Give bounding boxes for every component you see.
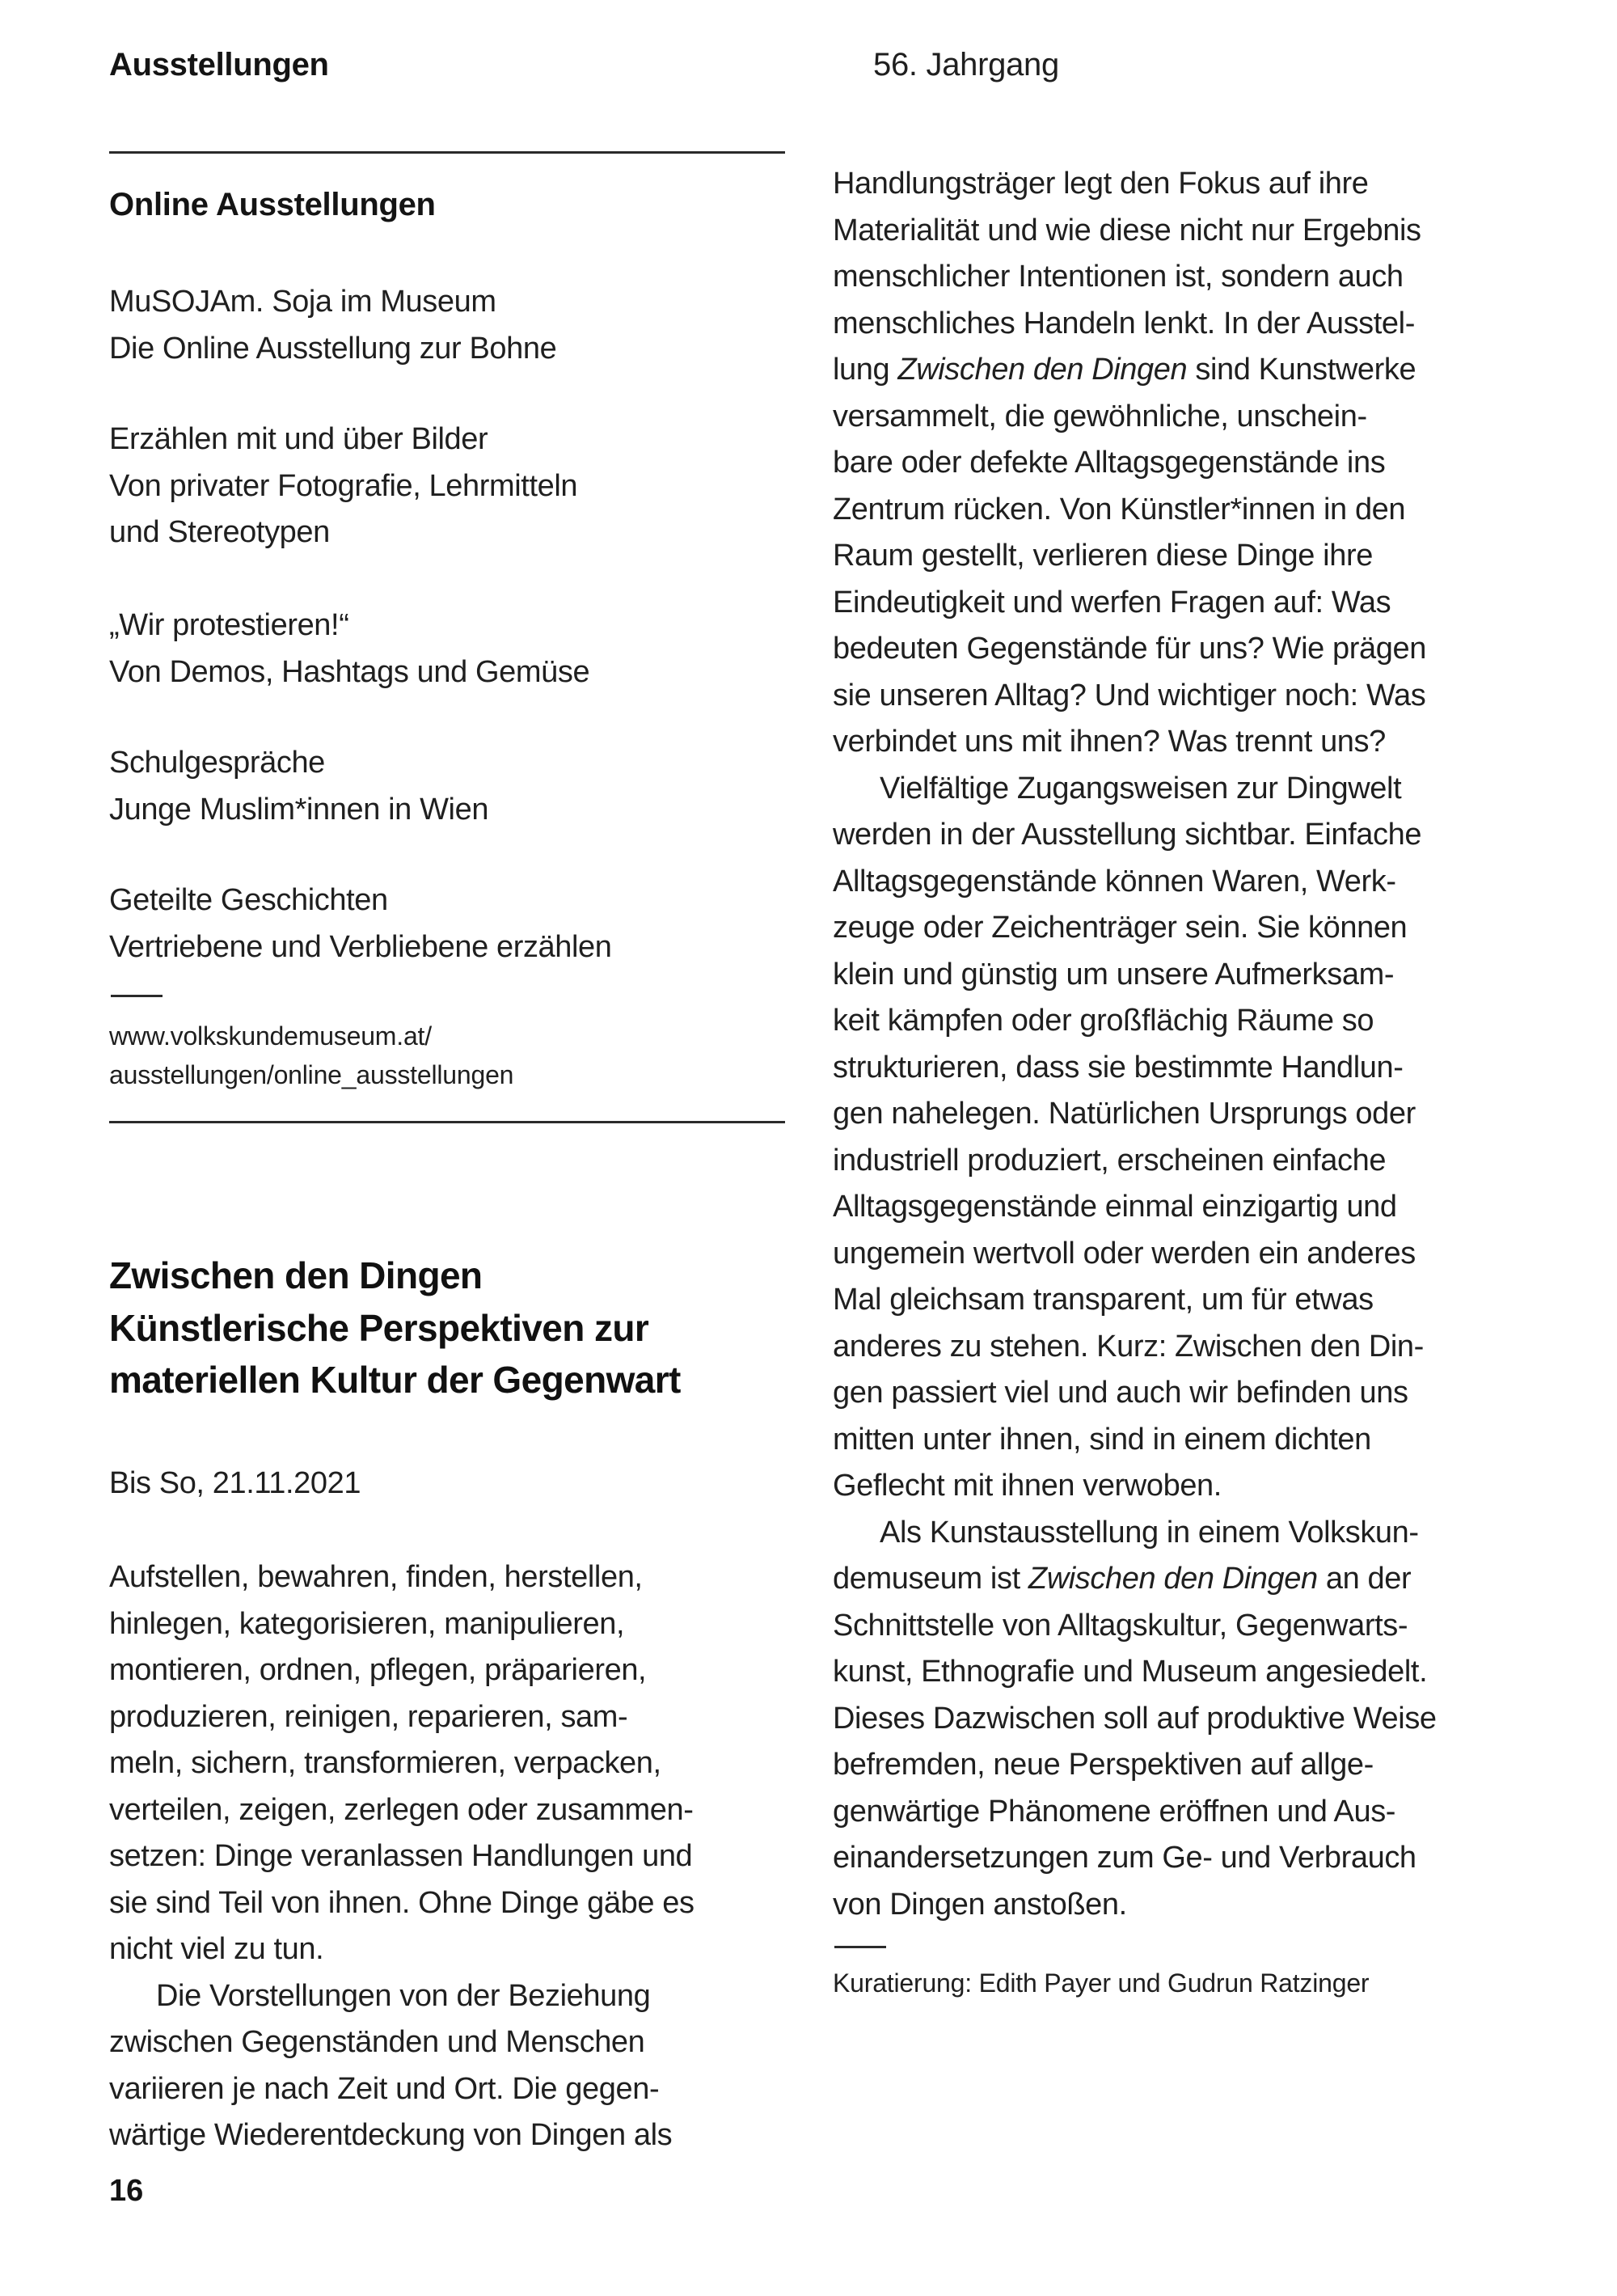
text-line: und Stereotypen [109,515,330,549]
text-line: www.volkskundemuseum.at/ [109,1021,432,1051]
text-line: lung Zwischen den Dingen sind Kunstwerke [833,353,1416,387]
text-line: menschliches Handeln lenkt. In der Ausstel- [833,306,1415,340]
text-line: Handlungsträger legt den Fokus auf ihre [833,167,1369,201]
credit-dash [834,1946,886,1948]
text-line: ausstellungen/online_ausstellungen [109,1060,514,1089]
text-line: produzieren, reinigen, reparieren, sam- [109,1699,628,1734]
text-line: gen nahelegen. Natürlichen Ursprungs oder [833,1097,1416,1131]
text-line: befremden, neue Perspektiven auf allge- [833,1748,1374,1782]
online-exhibitions-title: Online Ausstellungen [109,187,436,222]
text-line: Geflecht mit ihnen verwoben. [833,1469,1222,1503]
text-line: Vielfältige Zugangsweisen zur Dingwelt [880,771,1402,806]
text-line: industriell produziert, erscheinen einfache [833,1143,1387,1178]
text-line: verteilen, zeigen, zerlegen oder zusammen- [109,1792,694,1827]
text-line: Die Vorstellungen von der Beziehung [156,1978,651,2013]
text-line: Raum gestellt, verlieren diese Dinge ihre [833,539,1373,573]
text-line: sie unseren Alltag? Und wichtiger noch: Was [833,678,1426,712]
text-line: Schnittstelle von Alltagskultur, Gegenwarts- [833,1608,1408,1643]
text-line: Alltagsgegenstände einmal einzigartig und [833,1190,1397,1224]
text-line: werden in der Ausstellung sichtbar. Einfache [833,818,1422,852]
text-line: anderes zu stehen. Kurz: Zwischen den Din- [833,1329,1424,1364]
text-line: „Wir protestieren!“ [109,608,349,642]
text-line: Junge Muslim*innen in Wien [109,792,489,827]
text-line: keit kämpfen oder großflächig Räume so [833,1004,1374,1038]
text-line: Erzählen mit und über Bilder [109,422,488,456]
text-line: Geteilte Geschichten [109,883,388,917]
text-line: von Dingen anstoßen. [833,1887,1127,1922]
text-line: bedeuten Gegenstände für uns? Wie prägen [833,632,1426,666]
article-body-right [833,161,1544,1928]
text-line: einandersetzungen zum Ge- und Verbrauch [833,1841,1416,1875]
text-line: zwischen Gegenständen und Menschen [109,2025,645,2059]
page-number: 16 [109,2174,144,2208]
text-line: Materialität und wie diese nicht nur Ergebnis [833,213,1421,247]
text-line: gen passiert viel und auch wir befinden uns [833,1376,1408,1410]
text-line: zeuge oder Zeichenträger sein. Sie können [833,911,1408,945]
article-title [109,1249,681,1406]
text-line: hinlegen, kategorisieren, manipulieren, [109,1606,625,1641]
text-line: materiellen Kultur der Gegenwart [109,1359,681,1401]
text-line: strukturieren, dass sie bestimmte Handlun- [833,1050,1404,1085]
text-line: setzen: Dinge veranlassen Handlungen und [109,1839,693,1873]
text-line: Vertriebene und Verbliebene erzählen [109,929,612,964]
text-line: bare oder defekte Alltagsgegenstände ins [833,446,1386,480]
text-line: demuseum ist Zwischen den Dingen an der [833,1562,1412,1596]
text-line: Mal gleichsam transparent, um für etwas [833,1283,1374,1317]
article-separator-rule [109,1121,785,1123]
website-url [109,1017,513,1094]
text-line: Als Kunstausstellung in einem Volkskun- [880,1515,1419,1550]
exhibition-entry-wir-protestieren [109,603,589,696]
text-line: variieren je nach Zeit und Ort. Die gegen- [109,2071,660,2106]
text-line: kunst, Ethnografie und Museum angesiedelt. [833,1655,1428,1689]
text-line: verbindet uns mit ihnen? Was trennt uns? [833,725,1386,759]
text-line: sie sind Teil von ihnen. Ohne Dinge gäbe es [109,1885,695,1920]
running-header-section: Ausstellungen [109,47,329,82]
running-header-volume: 56. Jahrgang [873,47,1059,82]
exhibition-entry-geteilte-geschichten [109,877,612,970]
text-line: Künstlerische Perspektiven zur [109,1306,649,1349]
curator-credit: Kuratierung: Edith Payer und Gudrun Ratzinger [833,1968,1370,1998]
text-line: Zentrum rücken. Von Künstler*innen in den [833,492,1406,526]
top-rule [109,151,785,154]
text-line: ungemein wertvoll oder werden ein anderes [833,1236,1416,1271]
text-line: Schulgespräche [109,746,325,780]
text-line: klein und günstig um unsere Aufmerksam- [833,957,1395,992]
text-line: mitten unter ihnen, sind in einem dichten [833,1422,1371,1457]
text-line: versammelt, die gewöhnliche, unschein- [833,399,1367,433]
text-line: Von privater Fotografie, Lehrmitteln [109,468,578,503]
text-line: Zwischen den Dingen [109,1254,483,1296]
text-line: genwärtige Phänomene eröffnen und Aus- [833,1794,1396,1829]
text-line: meln, sichern, transformieren, verpacken, [109,1746,661,1780]
text-line: nicht viel zu tun. [109,1932,324,1966]
text-line: menschlicher Intentionen ist, sondern auch [833,260,1404,294]
text-line: Alltagsgegenstände können Waren, Werk- [833,864,1396,899]
article-date: Bis So, 21.11.2021 [109,1466,361,1500]
text-line: Aufstellen, bewahren, finden, herstellen, [109,1560,643,1594]
text-line: Dieses Dazwischen soll auf produktive Weise [833,1701,1437,1736]
text-line: Eindeutigkeit und werfen Fragen auf: Was [833,585,1391,619]
text-line: montieren, ordnen, pflegen, präparieren, [109,1653,647,1687]
exhibition-entry-schulgespraeche [109,740,488,833]
text-line: Von Demos, Hashtags und Gemüse [109,654,590,689]
divider-dash [111,995,163,997]
exhibition-entry-erzaehlen [109,416,577,556]
text-line: Die Online Ausstellung zur Bohne [109,331,557,366]
exhibition-entry-musojam [109,279,556,372]
text-line: MuSOJAm. Soja im Museum [109,285,496,319]
text-line: wärtige Wiederentdeckung von Dingen als [109,2118,673,2152]
article-body-left [109,1554,792,2159]
